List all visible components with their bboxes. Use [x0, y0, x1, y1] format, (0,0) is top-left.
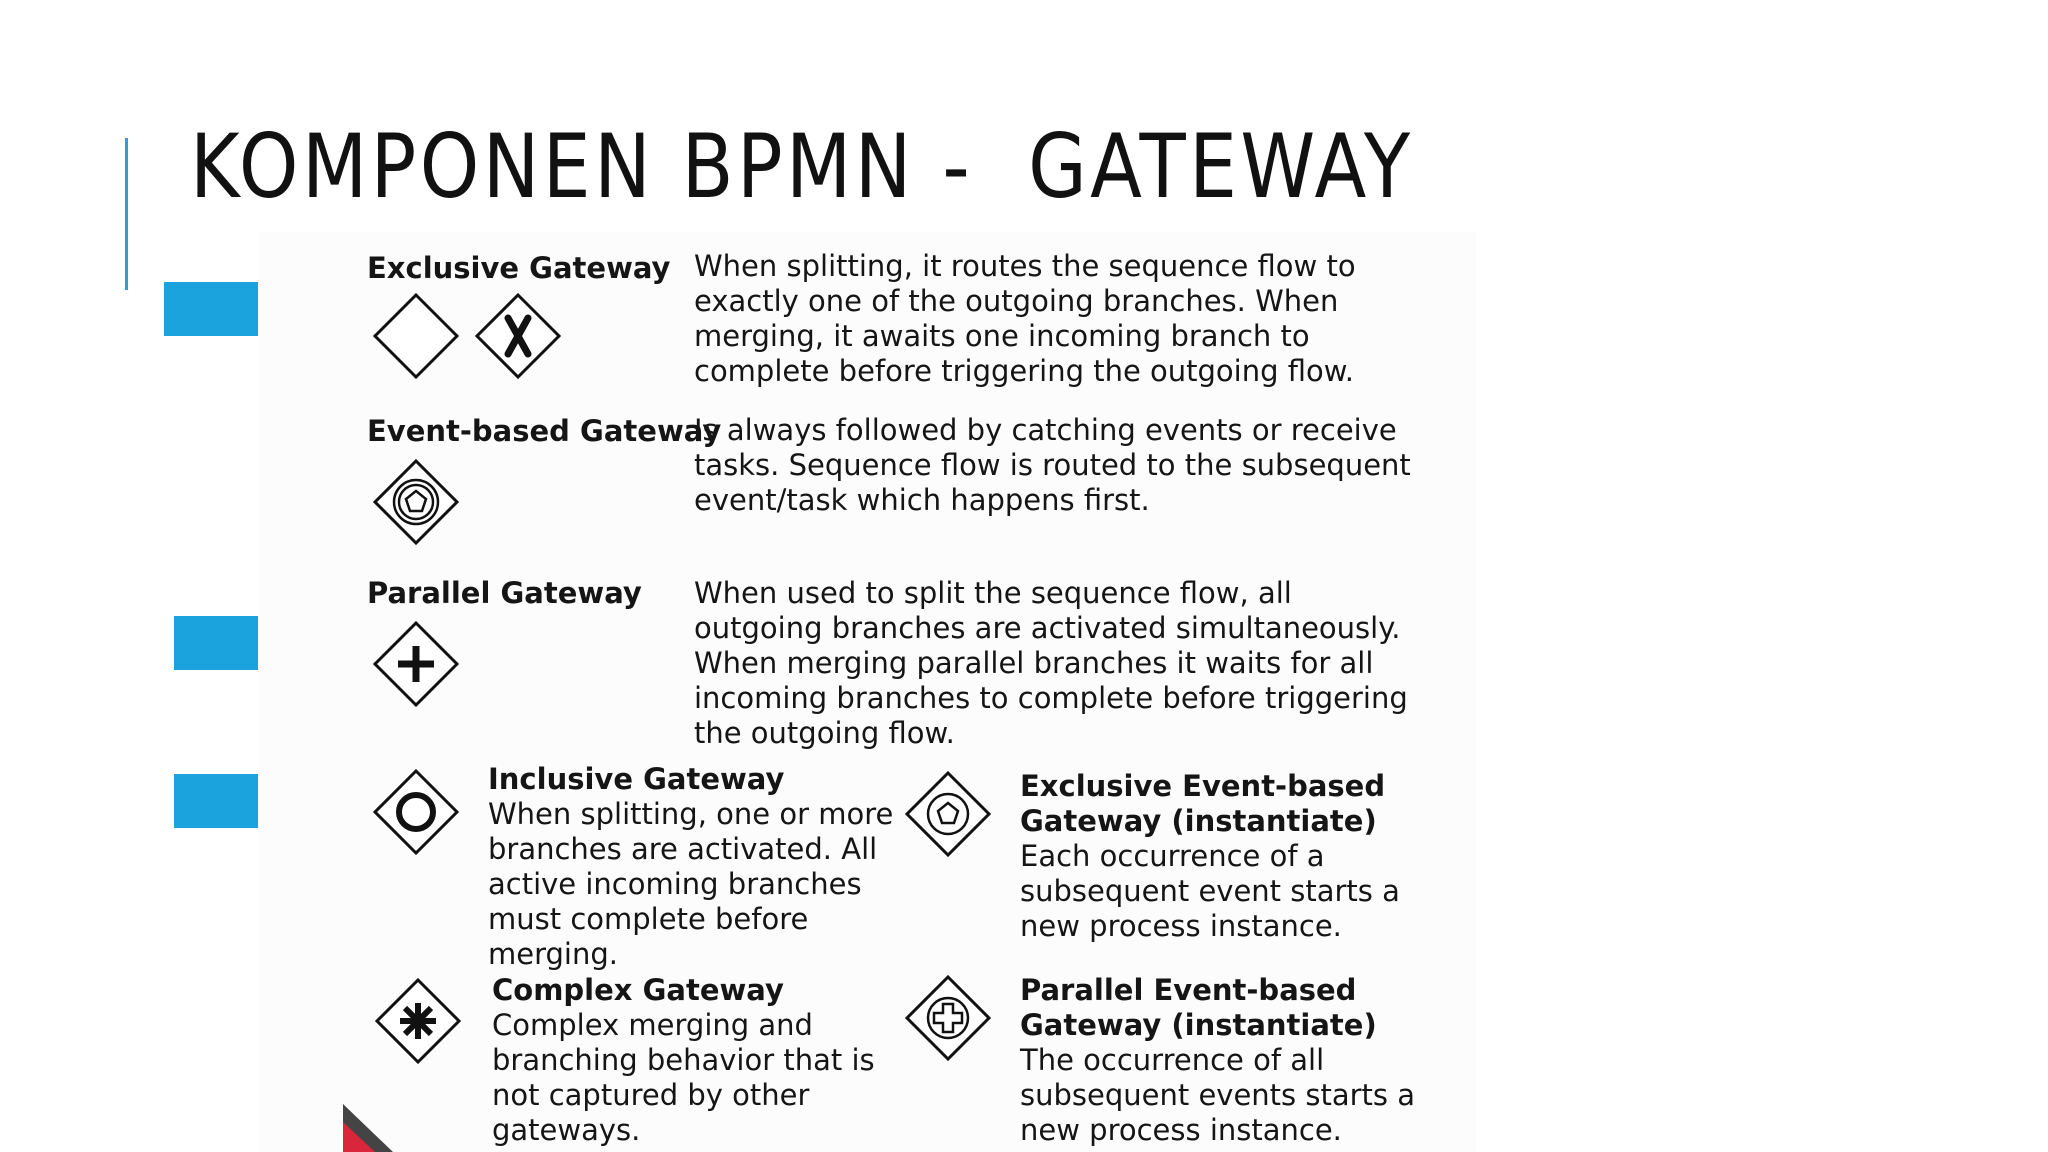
slide-title: KOMPONEN BPMN - GATEWAY	[190, 115, 1414, 218]
diamond-pentagon-icon	[372, 458, 460, 546]
parallel-gateway-label: Parallel Gateway	[367, 576, 642, 610]
exclusive-gateway-label: Exclusive Gateway	[367, 251, 671, 285]
event-based-gateway-description: Is always followed by catching events or receive tasks. Sequence flow is routed to the subsequent event/task which happens first.	[694, 413, 1411, 517]
diamond-circle-pentagon-icon	[904, 770, 992, 858]
parallel-event-based-instantiate-description: The occurrence of all subsequent events starts a new process instance.	[1020, 1043, 1416, 1147]
diamond-x-icon	[474, 292, 562, 380]
diamond-circle-icon	[372, 768, 460, 856]
complex-gateway-label: Complex Gateway	[492, 973, 784, 1007]
exclusive-event-based-instantiate-label: Exclusive Event-based Gateway (instantiate)	[1020, 769, 1386, 838]
diamond-plus-icon	[372, 620, 460, 708]
inclusive-gateway-description: When splitting, one or more branches are activated. All active incoming branches must complete before merging.	[488, 797, 894, 971]
diamond-asterisk-icon	[374, 977, 462, 1065]
event-based-gateway-label: Event-based Gateway	[367, 414, 722, 448]
complex-gateway-description: Complex merging and branching behavior that is not captured by other gateways.	[492, 1008, 875, 1147]
inclusive-gateway-label: Inclusive Gateway	[488, 762, 785, 796]
exclusive-gateway-description: When splitting, it routes the sequence flow to exactly one of the outgoing branches. When merging, it awaits one incoming branch to complete before triggering the outgoing flow.	[694, 249, 1356, 388]
title-accent-line	[125, 138, 128, 290]
bpmn-gateway-figure	[258, 232, 1476, 1152]
diamond-icon	[372, 292, 460, 380]
parallel-gateway-description: When used to split the sequence flow, all outgoing branches are activated simultaneously. When merging parallel branches it waits for all incoming branches to complete before triggering the outgoing flow.	[694, 576, 1408, 750]
parallel-event-based-instantiate-label: Parallel Event-based Gateway (instantiate)	[1020, 973, 1377, 1042]
exclusive-event-based-instantiate-description: Each occurrence of a subsequent event starts a new process instance.	[1020, 839, 1400, 943]
diamond-circle-plus-icon	[904, 974, 992, 1062]
